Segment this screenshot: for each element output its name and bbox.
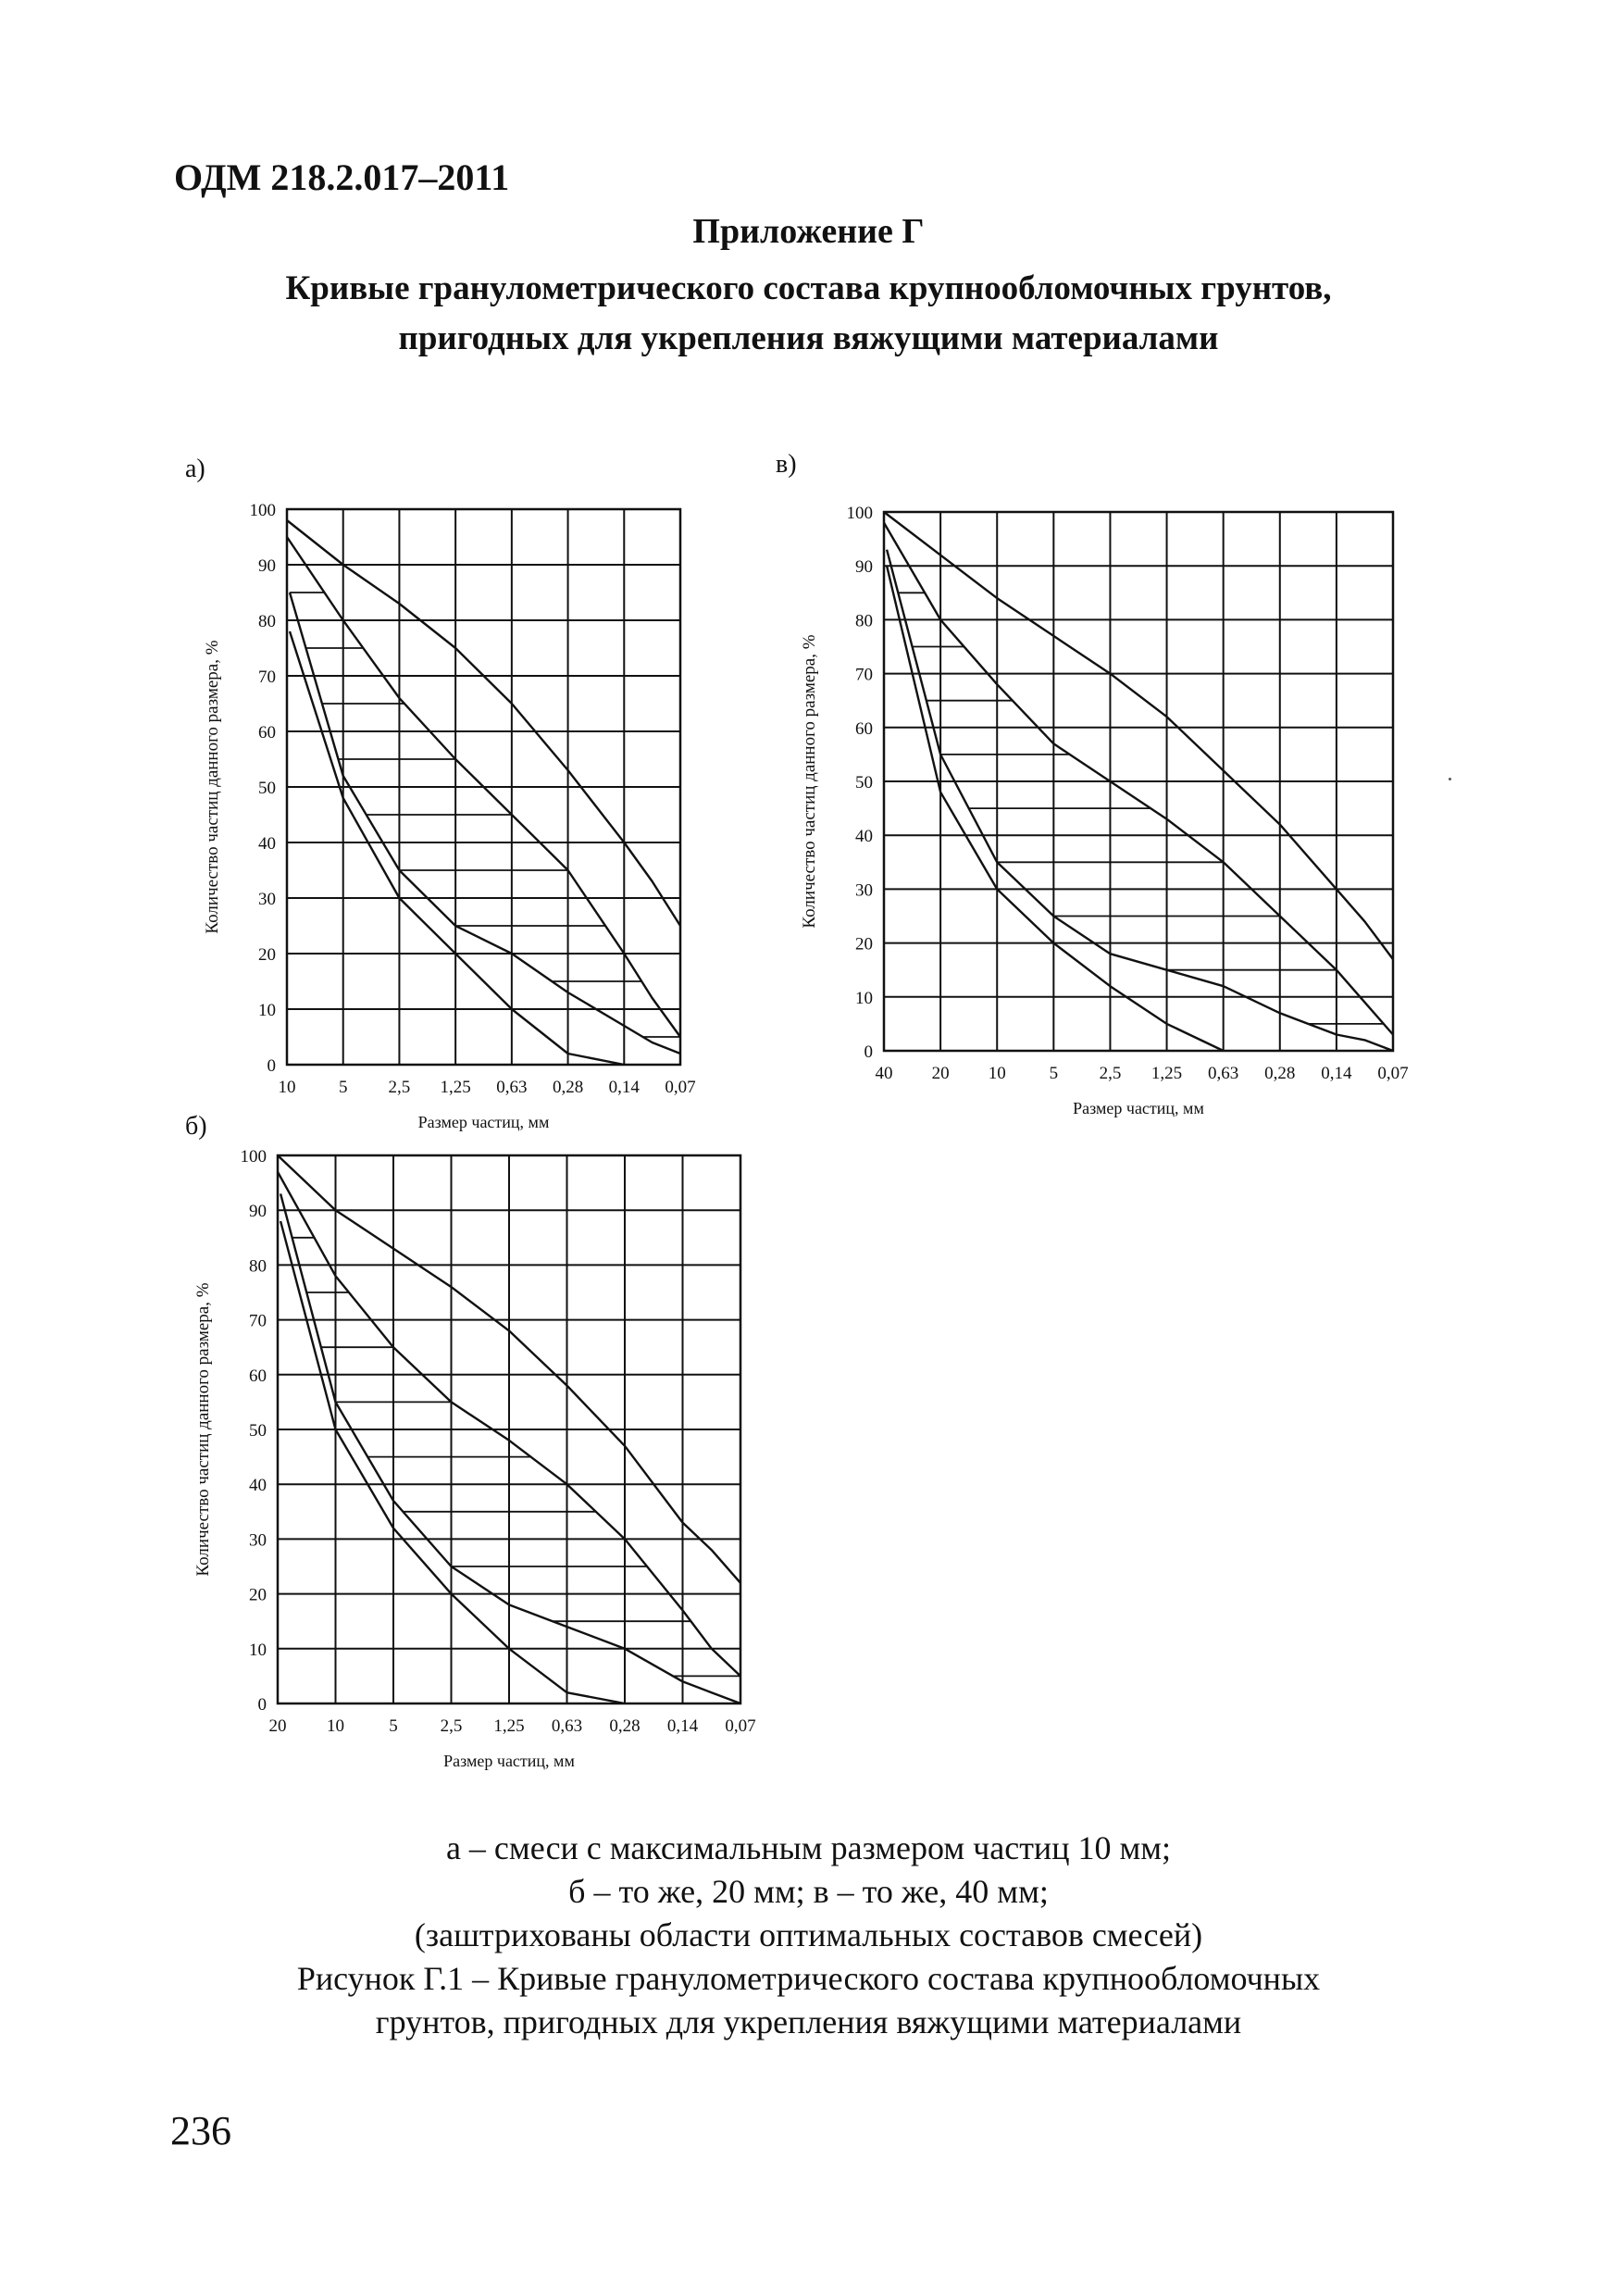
- x-tick-label: 2,5: [440, 1716, 463, 1736]
- y-tick-label: 10: [258, 1001, 276, 1020]
- x-axis-label: Размер частиц, мм: [1073, 1099, 1204, 1117]
- x-tick-label: 1,25: [1151, 1064, 1183, 1083]
- x-tick-label: 0,14: [666, 1716, 699, 1736]
- y-tick-label: 80: [855, 611, 873, 631]
- x-tick-label: 0,14: [1321, 1064, 1352, 1083]
- x-tick-label: 2,5: [1099, 1064, 1122, 1083]
- x-tick-label: 0,14: [608, 1078, 640, 1097]
- y-tick-label: 90: [258, 556, 276, 576]
- y-tick-label: 80: [249, 1256, 267, 1277]
- series-line-1: [884, 512, 1393, 959]
- document-code: ОДМ 218.2.017–2011: [174, 156, 510, 198]
- y-tick-label: 20: [258, 945, 276, 965]
- figure-caption-line-1: Рисунок Г.1 – Кривые гранулометрического состава крупнообломочных: [296, 1960, 1321, 1997]
- x-tick-label: 5: [338, 1078, 348, 1097]
- x-tick-label: 1,25: [440, 1078, 471, 1097]
- y-tick-label: 50: [258, 779, 276, 798]
- y-axis-label: Количество частиц данного размера, %: [193, 1282, 213, 1577]
- y-tick-label: 60: [249, 1366, 267, 1386]
- y-tick-label: 30: [855, 880, 873, 901]
- x-tick-label: 0,28: [609, 1716, 641, 1736]
- chart-v: [776, 450, 1409, 1117]
- y-tick-label: 70: [249, 1311, 267, 1331]
- x-axis-label: Размер частиц, мм: [443, 1752, 575, 1770]
- x-tick-label: 2,5: [388, 1078, 411, 1097]
- y-tick-label: 60: [855, 718, 873, 739]
- x-tick-label: 0,07: [665, 1078, 696, 1097]
- series-line-3: [290, 593, 680, 1054]
- x-tick-label: 20: [931, 1064, 950, 1083]
- x-tick-label: 5: [389, 1716, 398, 1736]
- caption-line-2: б – то же, 20 мм; в – то же, 40 мм;: [568, 1873, 1049, 1910]
- y-tick-label: 60: [258, 723, 276, 742]
- x-tick-label: 0,07: [725, 1716, 756, 1736]
- series-line-4: [280, 1221, 625, 1703]
- y-tick-label: 40: [855, 827, 873, 847]
- x-tick-label: 0,63: [551, 1716, 583, 1736]
- x-axis-label: Размер частиц, мм: [417, 1113, 550, 1131]
- y-tick-label: 10: [249, 1640, 267, 1660]
- panel-label-b: б): [185, 1112, 207, 1141]
- chart-b: [185, 1112, 756, 1770]
- figure-caption-line-2: грунтов, пригодных для укрепления вяжущими материалами: [375, 2003, 1242, 2040]
- scan-speck: [1449, 778, 1451, 780]
- series-line-3: [280, 1193, 740, 1703]
- x-tick-label: 5: [1049, 1064, 1059, 1083]
- y-tick-label: 10: [855, 988, 873, 1008]
- x-tick-label: 10: [327, 1716, 344, 1736]
- y-tick-label: 0: [864, 1042, 873, 1062]
- x-tick-label: 10: [278, 1078, 296, 1097]
- x-tick-label: 0,28: [1264, 1064, 1296, 1083]
- x-tick-label: 0,63: [1208, 1064, 1239, 1083]
- caption-line-3: (заштрихованы области оптимальных составов смесей): [414, 1916, 1203, 1953]
- y-tick-label: 70: [855, 665, 873, 685]
- series-line-2: [884, 523, 1393, 1035]
- y-tick-label: 100: [846, 504, 873, 523]
- caption-line-1: а – смеси с максимальным размером частиц 10 мм;: [445, 1829, 1172, 1866]
- y-tick-label: 90: [855, 557, 873, 578]
- y-tick-label: 40: [258, 834, 276, 854]
- y-tick-label: 50: [855, 773, 873, 792]
- y-tick-label: 30: [258, 890, 276, 909]
- y-tick-label: 70: [258, 668, 276, 687]
- y-tick-label: 30: [249, 1530, 267, 1551]
- x-tick-label: 0,07: [1377, 1064, 1409, 1083]
- x-tick-label: 10: [988, 1064, 1006, 1083]
- series-line-1: [287, 520, 680, 926]
- y-tick-label: 0: [257, 1695, 267, 1715]
- y-axis-label: Количество частиц данного размера, %: [203, 640, 222, 934]
- panel-label-a: а): [185, 455, 205, 483]
- x-tick-label: 1,25: [493, 1716, 525, 1736]
- y-tick-label: 20: [249, 1585, 267, 1605]
- x-tick-label: 0,28: [552, 1078, 584, 1097]
- appendix-title-line-2: пригодных для укрепления вяжущими материалами: [398, 319, 1219, 357]
- y-tick-label: 50: [249, 1421, 267, 1441]
- series-line-4: [290, 631, 624, 1065]
- y-tick-label: 100: [240, 1147, 267, 1167]
- y-axis-label: Количество частиц данного размера, %: [800, 634, 819, 929]
- appendix-heading: Приложение Г: [692, 212, 925, 251]
- y-tick-label: 20: [855, 934, 873, 955]
- page-number: 236: [170, 2108, 231, 2153]
- x-tick-label: 20: [268, 1716, 287, 1736]
- y-tick-label: 0: [267, 1056, 276, 1076]
- x-tick-label: 40: [875, 1064, 893, 1083]
- y-tick-label: 80: [258, 612, 276, 631]
- x-tick-label: 0,63: [496, 1078, 528, 1097]
- y-tick-label: 90: [249, 1202, 267, 1222]
- y-tick-label: 40: [249, 1476, 267, 1496]
- chart-a: [185, 455, 696, 1131]
- y-tick-label: 100: [249, 501, 276, 520]
- panel-label-v: в): [776, 450, 797, 479]
- appendix-title-line-1: Кривые гранулометрического состава крупнообломочных грунтов,: [285, 269, 1332, 307]
